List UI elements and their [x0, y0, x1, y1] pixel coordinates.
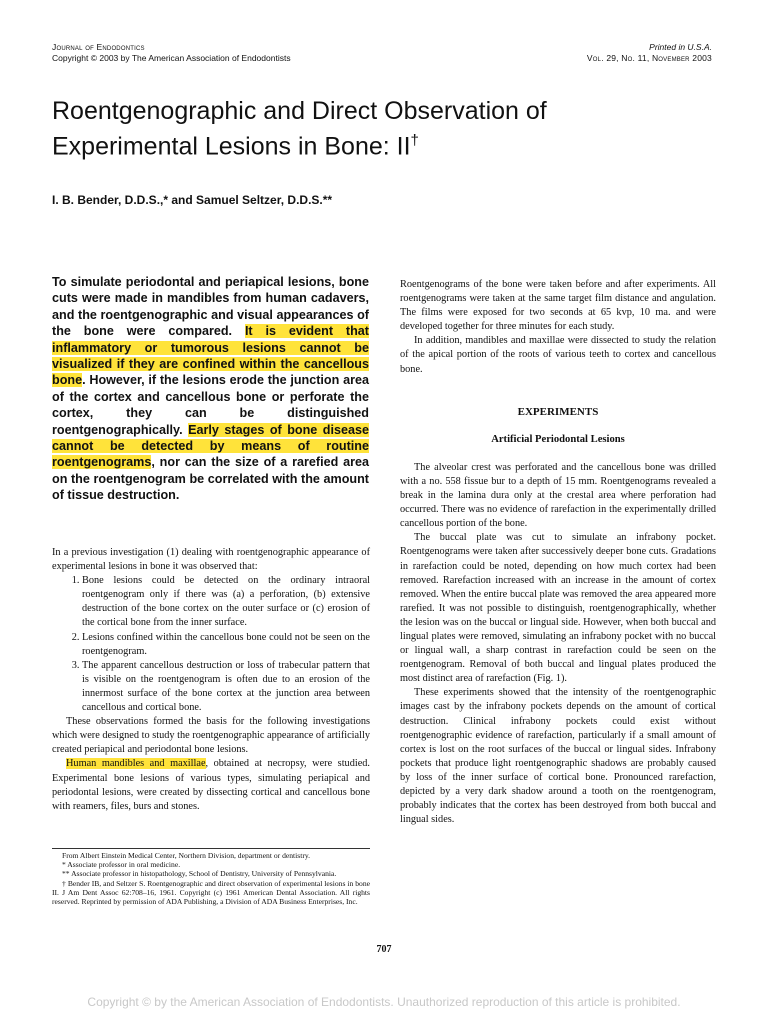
article-title — [52, 96, 692, 161]
paragraph — [52, 757, 370, 813]
copyright-line: Copyright © 2003 by The American Association of Endodontists — [52, 52, 291, 63]
section-heading: EXPERIMENTS — [517, 405, 599, 418]
paragraph: The alveolar crest was perforated and the cancellous bone was drilled with a no. 558 fissue bur to a depth of 15 mm. Roentgenograms revealed a break in the lamina dura only at the crestal area where perforation had occurred. There was no evidence of rarefaction in the experimentally drilled cancellous portion of the bone. — [400, 461, 716, 530]
footnotes — [52, 848, 370, 906]
highlighted-text: Human mandibles and maxillae — [66, 758, 206, 770]
abstract-highlight: Early stages of bone disease cannot be detected by means of routine roentgenograms — [52, 422, 369, 470]
abstract-part: . However, if the lesions erode the junction area of the cortex and cancellous bone or perforate the cortex, they can be distinguished roentgenographically. — [52, 373, 369, 437]
volume-issue: Vol. 29, No. 11, November 2003 — [586, 52, 712, 63]
abstract-highlight: It is evident that inflammatory or tumorous lesions cannot be visualized if they are confined within the cancellous bone — [52, 324, 369, 388]
footnote: ** Associate professor in histopathology, School of Dentistry, University of Pennsylvania. — [62, 869, 337, 879]
authors: I. B. Bender, D.D.S.,* and Samuel Seltzer, D.D.S.** — [52, 193, 333, 207]
intro-paragraph: In a previous investigation (1) dealing with roentgenographic appearance of experimental lesions in bone it was observed that: — [52, 547, 370, 573]
paragraph: The buccal plate was cut to simulate an infrabony pocket. Roentgenograms were taken after successively deeper bone cuts. Gradations in rarefaction could be noted, depending on how much cortex had been removed. Rarefaction increased with an increase in the amount of cortex removed. When the entire buccal plate was removed the area appeared more rarefied. It was not possible to distinguish, roentgenographically, whether the lesion was on the buccal or lingual side. However, when both buccal and lingual plates were removed, simulating an infrabony pocket with no buccal or lingual wall, a sharp contrast in rarefaction could be seen on the roentgenogram. Removal of both buccal and lingual plates produced the most distinct area of rarefaction (Fig. 1). — [400, 532, 716, 685]
abstract-part: To simulate periodontal and periapical lesions, bone cuts were made in mandibles from human cadavers, and the roentgenographic and visual appearances of the bone were compared. — [52, 275, 369, 339]
paragraph: These observations formed the basis for the following investigations which were designed to study the roentgenographic appearance of artificially created periapical and periodontal bone lesions. — [52, 716, 370, 756]
list-item: 3. The apparent cancellous destruction or loss of trabecular pattern that is visible on the roentgenogram is often due to an erosion of the innermost surface of the bone cortex at the junction area between cancellous and cortical bone. — [82, 659, 370, 715]
journal-header — [52, 42, 291, 63]
right-column-body — [400, 278, 716, 827]
copyright-watermark: Copyright © by the American Association of Endodontists. Unauthorized reproduction of this article is prohibited. — [87, 995, 681, 1009]
paragraph: In addition, mandibles and maxillae were dissected to study the relation of the apical portion of the roots of various teeth to cortex and cancellous bone. — [400, 335, 716, 375]
footnote: From Albert Einstein Medical Center, Northern Division, department or dentistry. — [62, 851, 311, 860]
footnote: † Bender IB, and Seltzer S. Roentgenographic and direct observation of experimental lesions in bone II. J Am Dent Assoc 62:708–16, 1961. Copyright (c) 1961 American Dental Association. All rights reserved. Reprinted by permission of ADA Publishing, a Division of ADA Business Enterprises, Inc. — [52, 878, 370, 907]
observation-list — [52, 574, 370, 715]
page-number: 707 — [376, 944, 392, 955]
list-item: 1. Bone lesions could be detected on the ordinary intraoral roentgenogram only if there was (a) a perforation, (b) extensive destruction of the bone cortex on the outer surface or (c) erosion of the cortical bone from the inner surface. — [82, 574, 370, 630]
footnote: * Associate professor in oral medicine. — [62, 860, 181, 870]
issue-header — [587, 42, 712, 63]
abstract-part: , nor can the size of a rarefied area on the roentgenogram be correlated with the amount of tissue destruction. — [52, 455, 369, 503]
list-item: 2. Lesions confined within the cancellous bone could not be seen on the roentgenogram. — [82, 631, 370, 659]
abstract — [52, 274, 369, 504]
title-dagger: † — [410, 132, 419, 149]
paragraph: Roentgenograms of the bone were taken before and after experiments. All roentgenograms were taken at the same target film distance and angulation. The films were exposed for two seconds at 65 kvp, 10 ma. and were developed together for three minutes for each study. — [400, 279, 716, 333]
subsection-heading: Artificial Periodontal Lesions — [491, 433, 625, 445]
paragraph: These experiments showed that the intensity of the roentgenographic images cast by the infrabony pockets depends on the amount of cortical destruction. Clinical infrabony pockets could exist without roentgenographic evidence of rarefaction, particularly if a small amount of cortex is lost on the root surfaces of the buccal or lingual sides. Infrabony pockets that produce light roentgenographic shadows are probably caused by loss of the inner surface of cortical bone. Pronounced rarefaction, depicted by a very dark shadow around a tooth on the roentgenogram, probably indicates that the cortex has been destroyed from both buccal and lingual sides. — [400, 687, 716, 826]
paragraph-text: , obtained at necropsy, were studied. Experimental bone lesions of various types, simulating periapical and periodontal lesions, were created by dissecting cortical and cancellous bone with reamers, files, burs and stones. — [52, 758, 370, 812]
journal-name: Journal of Endodontics — [52, 42, 145, 52]
printed-in: Printed in U.S.A. — [649, 42, 712, 52]
left-column-body — [52, 546, 370, 814]
title-text: Roentgenographic and Direct Observation of Experimental Lesions in Bone: II — [52, 97, 547, 161]
